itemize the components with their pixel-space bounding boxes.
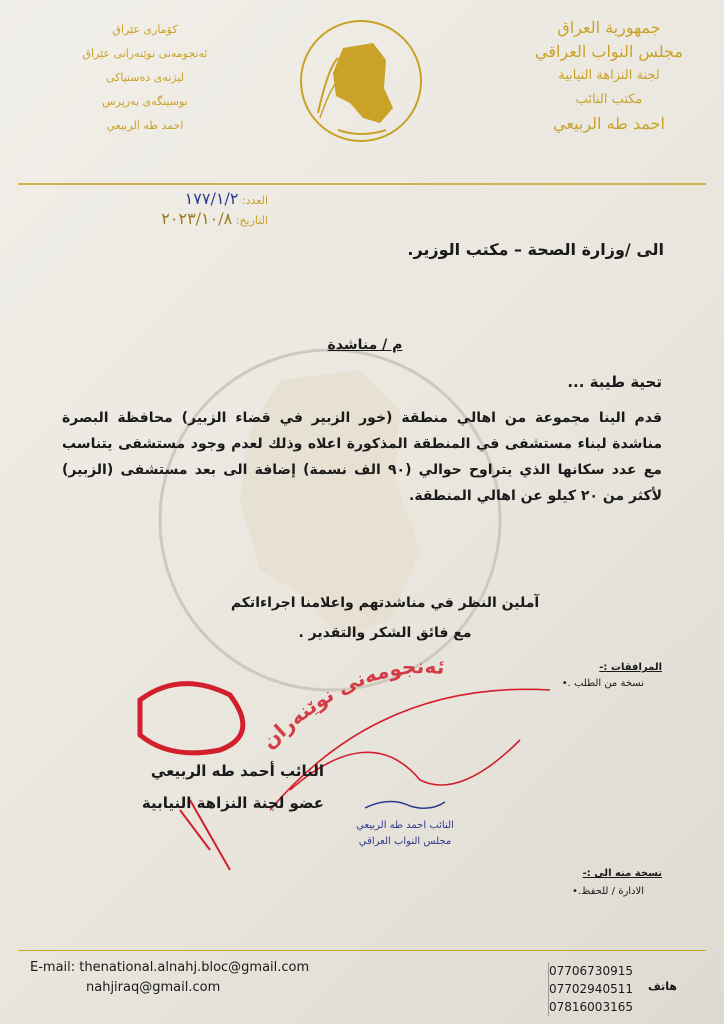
cc-item — [566, 886, 644, 897]
header-right-block — [534, 16, 684, 136]
header-right-line: لجنة النزاهة النيابية — [558, 68, 660, 83]
email-link-1[interactable]: thenational.alnahj.bloc@gmail.com — [79, 960, 310, 975]
header-left-line: لیژنه‌ی ده‌ستپاکی — [105, 71, 185, 84]
header-right-line: جمهورية العراق — [557, 18, 661, 37]
reference-block — [38, 190, 268, 230]
header-left-line: ئه‌نجومه‌نی نوێنه‌رانی عێراق — [82, 47, 208, 60]
closing-line-1: آملين النظر في مناشدتهم واعلامنا اجراءاتكم — [230, 595, 540, 611]
footer-divider — [18, 950, 706, 951]
footer-emails — [30, 958, 309, 998]
blue-stamp-line-1: النائب احمد طه الربيعي — [356, 820, 454, 831]
attachment-text: نسخة من الطلب . — [567, 678, 644, 689]
bullet-icon: • — [561, 678, 568, 689]
number-label: العدد: — [241, 194, 268, 207]
number-value: ١٧٧/١/٢ — [184, 189, 239, 208]
bullet-icon: • — [572, 886, 578, 897]
date-value: ٢٠٢٣/١٠/٨ — [161, 209, 233, 228]
phone-number[interactable]: 07702940511 — [549, 982, 633, 996]
header-left-line: احمد طه الربيعي — [106, 119, 184, 132]
letter-body: قدم الينا مجموعة من اهالي منطقة (خور الزبير في قضاء الزبير) محافظة البصرة مناشدة لبناء مستشفى في المنطقة المذكورة اعلاه وذلك لعدم وجود مستشفى يتناسب مع عدد سكانها الذي يتراوح حوالي (٩٠ الف نسمة) إضافة الى بعد مستشفى (الزبير) لأكثر من ٢٠ كيلو عن اهالي المنطقة. — [62, 410, 662, 504]
blue-signature-mark — [360, 798, 450, 812]
phone-label: هاتف — [648, 980, 677, 993]
cc-title: نسخة منه الى :- — [582, 868, 662, 879]
blue-stamp-line-2: مجلس النواب العراقي — [358, 836, 452, 847]
header-left-block — [40, 18, 250, 138]
header-left-line: كۆماری عێراق — [112, 23, 178, 36]
phone-number[interactable]: 07706730915 — [549, 964, 633, 978]
header-right-line: احمد طه الربيعي — [553, 114, 665, 133]
greeting: تحية طيبة ... — [567, 373, 662, 391]
signer-title: عضو لجنة النزاهة النيابية — [141, 794, 324, 812]
header-divider — [18, 183, 706, 185]
header-right-line: مجلس النواب العراقي — [535, 42, 683, 61]
subject-line: م / مناشدة — [327, 337, 403, 353]
header-left-line: نوسینگه‌ی به‌رپرس — [102, 95, 188, 108]
footer-phones — [548, 962, 633, 1016]
blue-stamp — [325, 798, 485, 850]
recipient-line: الى /وزارة الصحة – مكتب الوزير. — [407, 240, 664, 259]
red-stamp-text: ئه‌نجومه‌نی نوێنه‌ران — [256, 653, 446, 754]
header-right-line: مكتب النائب — [575, 92, 643, 107]
email-link-2[interactable]: nahjiraq@gmail.com — [86, 980, 221, 995]
parliament-emblem — [298, 18, 424, 144]
phone-number[interactable]: 07816003165 — [549, 1000, 633, 1014]
signer-name: النائب أحمد طه الربيعي — [150, 762, 324, 780]
date-label: التاريخ: — [235, 214, 268, 227]
cc-text: الادارة / للحفظ. — [577, 886, 644, 897]
email-label: E-mail: — [30, 960, 76, 975]
closing-line-2: مع فائق الشكر والتقدير . — [298, 625, 472, 641]
attachments-title: المرافقات :- — [599, 662, 662, 673]
